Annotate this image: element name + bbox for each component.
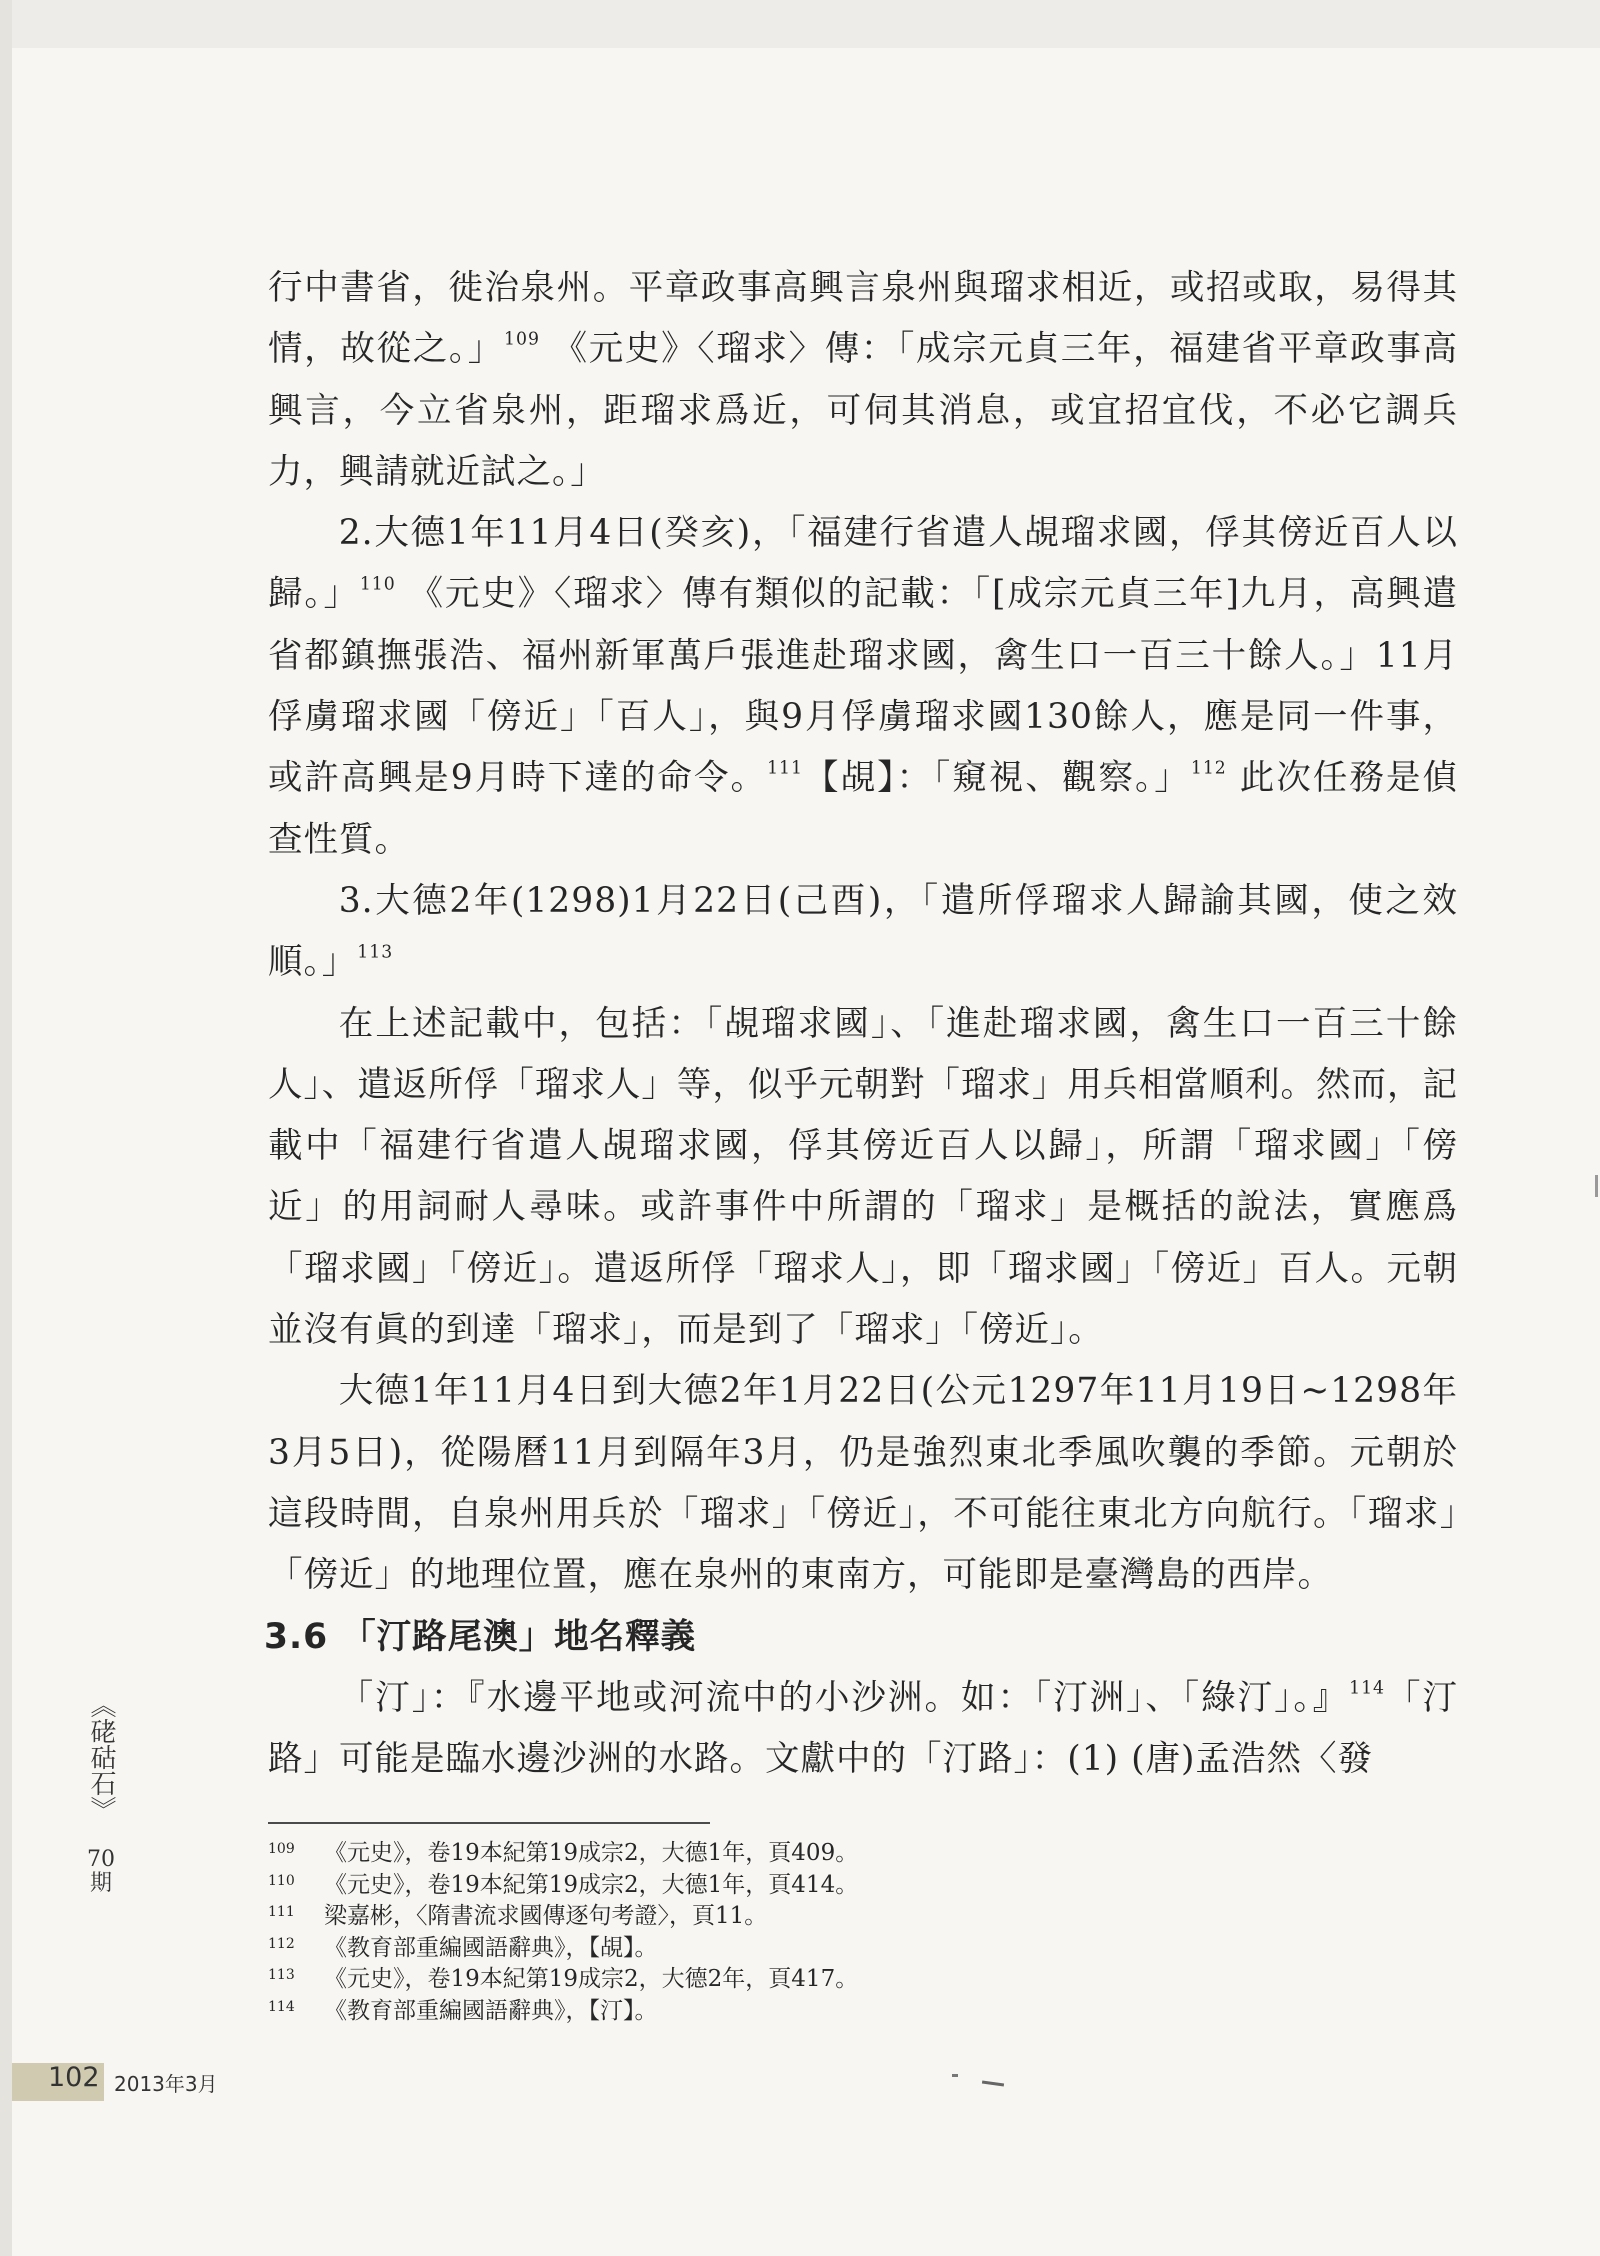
text-run: 大德1年11月4日到大德2年1月22日(公元1297年11月19日~1298年3月5日)，從陽曆11月到隔年3月，仍是強烈東北季風吹襲的季節。元朝於這段時間，自泉州用兵於「瑠求」「傍近」，不可能往東北方向航行。「瑠求」「傍近」的地理位置，應在泉州的東南方，可能即是臺灣島的西岸。: [268, 1371, 1458, 1596]
scan-left-edge: [0, 0, 12, 2256]
footnote: [268, 1964, 1368, 1996]
paragraph-group: [268, 258, 1458, 1607]
footnote-number: 112: [268, 1935, 295, 1952]
text-run: 「汀路」可能是臨水邊沙洲的水路。文獻中的「汀路」：(1) (唐)孟浩然〈發: [268, 1677, 1459, 1780]
footnote-ref: 109: [504, 329, 540, 350]
footnote-text: 梁嘉彬，〈隋書流求國傳逐句考證〉，頁11。: [324, 1903, 768, 1929]
paragraph-p2: [268, 503, 1458, 871]
page-number: 102: [48, 2062, 100, 2093]
paragraph-p4: [268, 994, 1458, 1362]
footnote-separator: [268, 1822, 710, 1824]
footnote-number: 110: [268, 1872, 295, 1889]
text-run: 此次任務是偵查性質。: [268, 758, 1459, 860]
text-run: 《元史》〈瑠求〉傳有類似的記載：「[成宗元貞三年]九月，高興遣省都鎮撫張浩、福州新軍萬戶張進赴瑠求國，禽生口一百三十餘人。」11月俘虜瑠求國「傍近」「百人」，與9月俘虜瑠求國130餘人，應是同一件事，或許高興是9月時下達的命令。: [268, 574, 1459, 799]
footnote-ref: 111: [767, 758, 804, 779]
footnote-number: 113: [268, 1967, 295, 1983]
text-run: 【覘】：「窺視、觀察。」: [803, 758, 1191, 799]
footnote-ref: 110: [359, 574, 396, 595]
footnote-ref: 113: [357, 942, 394, 963]
footnote: [268, 1901, 1368, 1933]
text-run: 「汀」：『水邊平地或河流中的小沙洲。如：「汀洲」、「綠汀」。』: [338, 1677, 1350, 1718]
paragraph-p5: [268, 1361, 1458, 1606]
footnote-text: 《教育部重編國語辭典》，【覘】。: [324, 1934, 658, 1961]
section-heading: 3.6 「汀路尾澳」地名釋義: [264, 1616, 697, 1657]
text-run: 行中書省，徙治泉州。平章政事高興言泉州與瑠求相近，或招或取，易得其情，故從之。」: [268, 268, 1458, 370]
footnote: [268, 1933, 1368, 1965]
footnote-number: 114: [268, 1998, 295, 2015]
footnote: [268, 1996, 1368, 2028]
text-run: 3.大德2年(1298)1月22日(己酉)，「遣所俘瑠求人歸諭其國，使之效順。」: [268, 880, 1458, 983]
scan-speck: [952, 2074, 958, 2077]
footnote-text: 《元史》，卷19本紀第19成宗2，大德2年，頁417。: [324, 1966, 859, 1992]
footnote-number: 109: [268, 1841, 295, 1857]
paragraph-group: [268, 1668, 1458, 1791]
scan-speck: [982, 2080, 1004, 2086]
footnote-ref: 112: [1190, 758, 1227, 779]
text-run: 在上述記載中，包括：「覘瑠求國」、「進赴瑠求國，禽生口一百三十餘人」、遣返所俘「瑠求人」等，似乎元朝對「瑠求」用兵相當順利。然而，記載中「福建行省遣人覘瑠求國，俘其傍近百人以歸」，所謂「瑠求國」「傍近」的用詞耐人尋味。或許事件中所謂的「瑠求」是概括的說法，實應爲「瑠求國」「傍近」。遣返所俘「瑠求人」，即「瑠求國」「傍近」百人。元朝並沒有眞的到達「瑠求」，而是到了「瑠求」「傍近」。: [268, 1003, 1458, 1351]
footnote: [268, 1838, 1368, 1870]
footnote-text: 《教育部重編國語辭典》，【汀】。: [324, 1997, 658, 2024]
text-run: 2.大德1年11月4日(癸亥)，「福建行省遣人覘瑠求國，俘其傍近百人以歸。」: [268, 513, 1458, 615]
paragraph-p6: [268, 1668, 1458, 1791]
scan-edge-mark: [1595, 1175, 1598, 1197]
footnote-text: 《元史》，卷19本紀第19成宗2，大德1年，頁409。: [324, 1840, 859, 1866]
footnote-ref: 114: [1349, 1678, 1386, 1699]
footnote-number: 111: [268, 1904, 295, 1920]
footnote: [268, 1870, 1368, 1902]
footnotes: [268, 1838, 1368, 2027]
scan-top-shadow: [0, 0, 1600, 48]
issue-number: 70期: [87, 1847, 115, 1896]
paragraph-p1: [268, 258, 1458, 503]
magazine-title: 《硓𥑮石》: [86, 1692, 116, 1822]
text-run: 《元史》〈瑠求〉傳：「成宗元貞三年，福建省平章政事高興言，今立省泉州，距瑠求爲近，可伺其消息，或宜招宜伐，不必它調兵力，興請就近試之。」: [268, 329, 1459, 492]
issue-date: 2013年3月: [114, 2072, 218, 2096]
main-text: [264, 258, 1459, 1790]
paragraph-p3: [268, 871, 1458, 994]
footnote-text: 《元史》，卷19本紀第19成宗2，大德1年，頁414。: [324, 1871, 859, 1898]
